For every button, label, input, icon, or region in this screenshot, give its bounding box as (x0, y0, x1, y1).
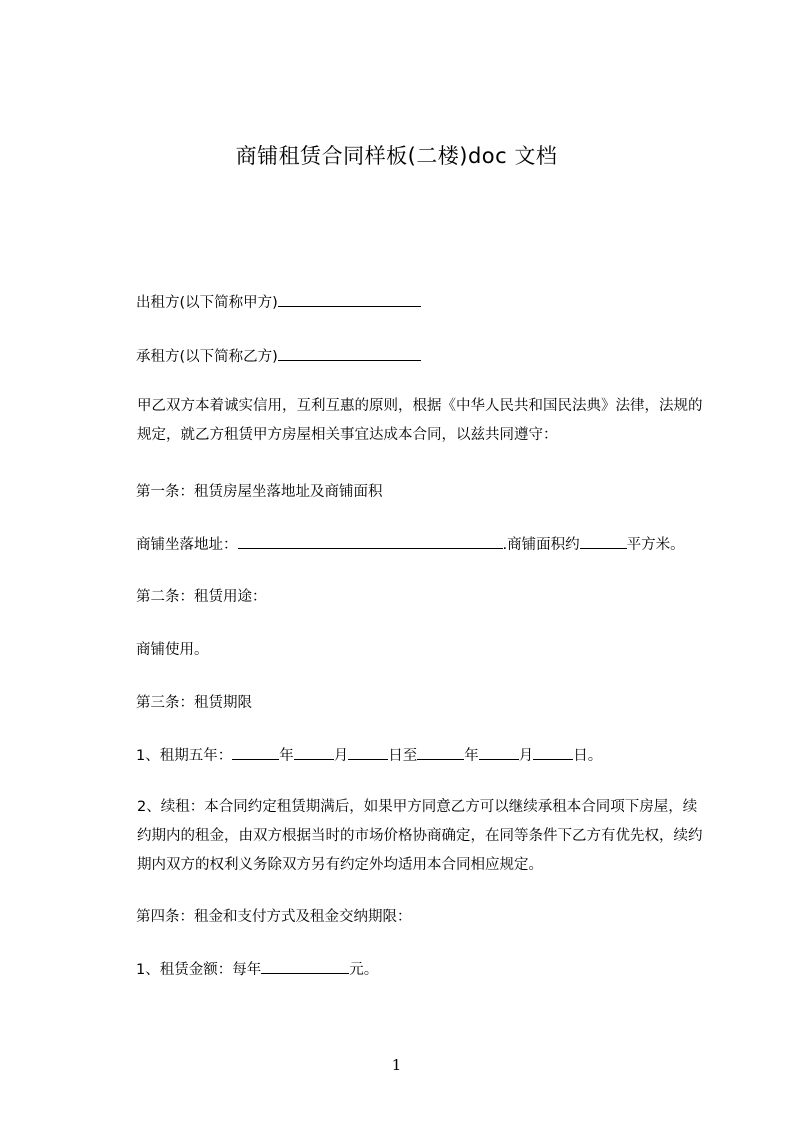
address-label: 商铺坐落地址： (136, 537, 238, 553)
day-end-label: 日。 (573, 748, 603, 764)
article4-title: 第四条：租金和支付方式及租金交纳期限： (136, 909, 412, 925)
start-year-blank (232, 744, 279, 760)
start-month-blank (294, 744, 334, 760)
end-month-blank (479, 744, 519, 760)
lessor-line (136, 291, 421, 312)
document-title: 商铺租赁合同样板(二楼)doc 文档 (235, 144, 558, 168)
day-to-label: 日至 (388, 748, 418, 764)
end-day-blank (533, 744, 573, 760)
year-label: 年 (279, 748, 294, 764)
rent-prefix: 1、租赁金额：每年 (136, 962, 262, 978)
usage-text: 商铺使用。 (136, 642, 209, 658)
lessee-label: 承租方(以下简称乙方) (136, 349, 278, 365)
preamble-paragraph (104, 392, 704, 450)
start-day-blank (348, 744, 388, 760)
area-unit: 平方米。 (626, 537, 685, 553)
month-label: 月 (333, 748, 349, 764)
end-year-blank (417, 744, 464, 760)
month-label: 月 (518, 748, 534, 764)
rent-line (136, 958, 378, 979)
lessee-line (136, 345, 421, 366)
address-line (136, 533, 685, 554)
page-number: 1 (391, 1056, 402, 1074)
rent-blank (261, 958, 349, 974)
lessee-blank (278, 345, 421, 361)
article3-title: 第三条：租赁期限 (136, 695, 252, 711)
address-blank (238, 533, 503, 549)
term-prefix: 1、租期五年： (136, 748, 233, 764)
year-label: 年 (464, 748, 479, 764)
renewal-text: 2、续租：本合同约定租赁期满后，如果甲方同意乙方可以继续承租本合同项下房屋，续约期内的租金，由双方根据当时的市场价格协商确定，在同等条件下乙方有优先权，续约期内双方的权利义务除双方另有约定外均适用本合同相应规定。 (137, 799, 703, 873)
lessor-blank (278, 291, 421, 307)
area-blank (580, 533, 627, 549)
term-line (136, 744, 602, 765)
renewal-paragraph (104, 793, 704, 880)
area-label: .商铺面积约 (502, 537, 580, 553)
article1-title: 第一条：租赁房屋坐落地址及商铺面积 (136, 484, 383, 500)
rent-unit: 元。 (349, 962, 379, 978)
article2-title: 第二条：租赁用途： (136, 589, 267, 605)
preamble-text: 甲乙双方本着诚实信用，互利互惠的原则，根据《中华人民共和国民法典》法律，法规的规定，就乙方租赁甲方房屋相关事宜达成本合同，以兹共同遵守： (137, 398, 703, 443)
lessor-label: 出租方(以下简称甲方) (136, 295, 278, 311)
